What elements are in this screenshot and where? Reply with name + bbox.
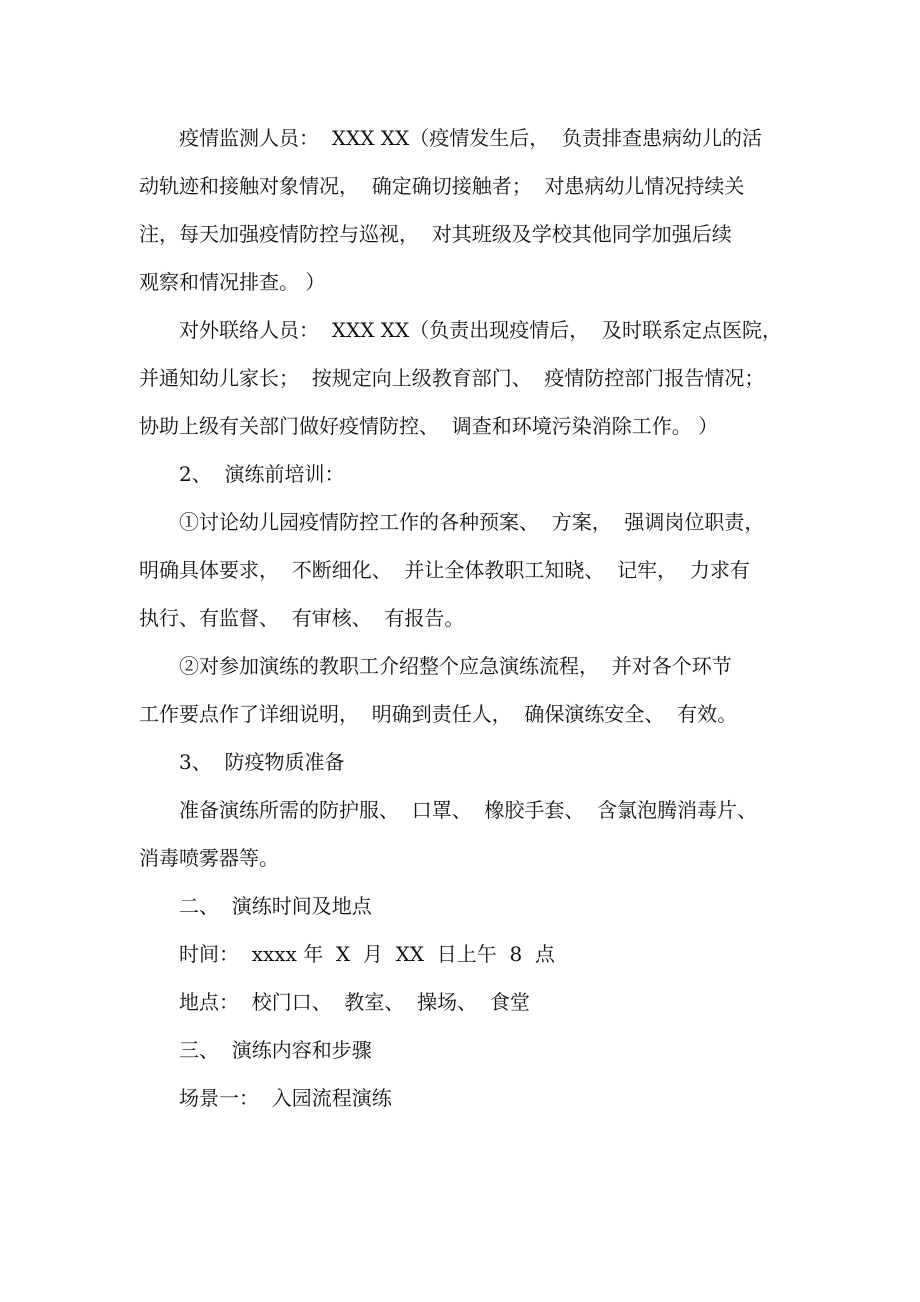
paragraph-line: 观察和情况排查。 ） — [139, 270, 326, 294]
section-heading: 2、 演练前培训： — [179, 462, 345, 486]
paragraph-line: 对外联络人员： XXX XX（负责出现疫情后， 及时联系定点医院， — [179, 318, 782, 342]
paragraph-line: 动轨迹和接触对象情况， 确定确切接触者； 对患病幼儿情况持续关 — [139, 174, 745, 198]
paragraph-line: ①讨论幼儿园疫情防控工作的各种预案、 方案， 强调岗位职责， — [179, 510, 765, 534]
section-heading: 三、 演练内容和步骤 — [179, 1038, 372, 1062]
paragraph-line: 准备演练所需的防护服、 口罩、 橡胶手套、 含氯泡腾消毒片、 — [179, 798, 758, 822]
paragraph-line: 消毒喷雾器等。 — [139, 846, 279, 870]
document-body — [139, 114, 809, 1122]
paragraph-line: 执行、有监督、 有审核、 有报告。 — [139, 606, 465, 630]
paragraph-line: 协助上级有关部门做好疫情防控、 调查和环境污染消除工作。 ） — [139, 414, 719, 438]
paragraph-line: 时间： xxxx 年 X 月 XX 日上午 8 点 — [179, 942, 555, 966]
paragraph-line: 并通知幼儿家长； 按规定向上级教育部门、 疫情防控部门报告情况； — [139, 366, 765, 390]
paragraph-line: ②对参加演练的教职工介绍整个应急演练流程， 并对各个环节 — [179, 654, 732, 678]
section-heading: 3、 防疫物质准备 — [179, 750, 345, 774]
section-heading: 二、 演练时间及地点 — [179, 894, 372, 918]
paragraph-line: 疫情监测人员： XXX XX（疫情发生后， 负责排查患病幼儿的活 — [179, 126, 762, 150]
paragraph-line: 注，每天加强疫情防控与巡视， 对其班级及学校其他同学加强后续 — [139, 222, 732, 246]
paragraph-line: 地点： 校门口、 教室、 操场、 食堂 — [179, 990, 530, 1014]
paragraph-line: 场景一： 入园流程演练 — [179, 1086, 392, 1110]
paragraph-line: 明确具体要求， 不断细化、 并让全体教职工知晓、 记牢， 力求有 — [139, 558, 750, 582]
paragraph-line: 工作要点作了详细说明， 明确到责任人， 确保演练安全、 有效。 — [139, 702, 738, 726]
